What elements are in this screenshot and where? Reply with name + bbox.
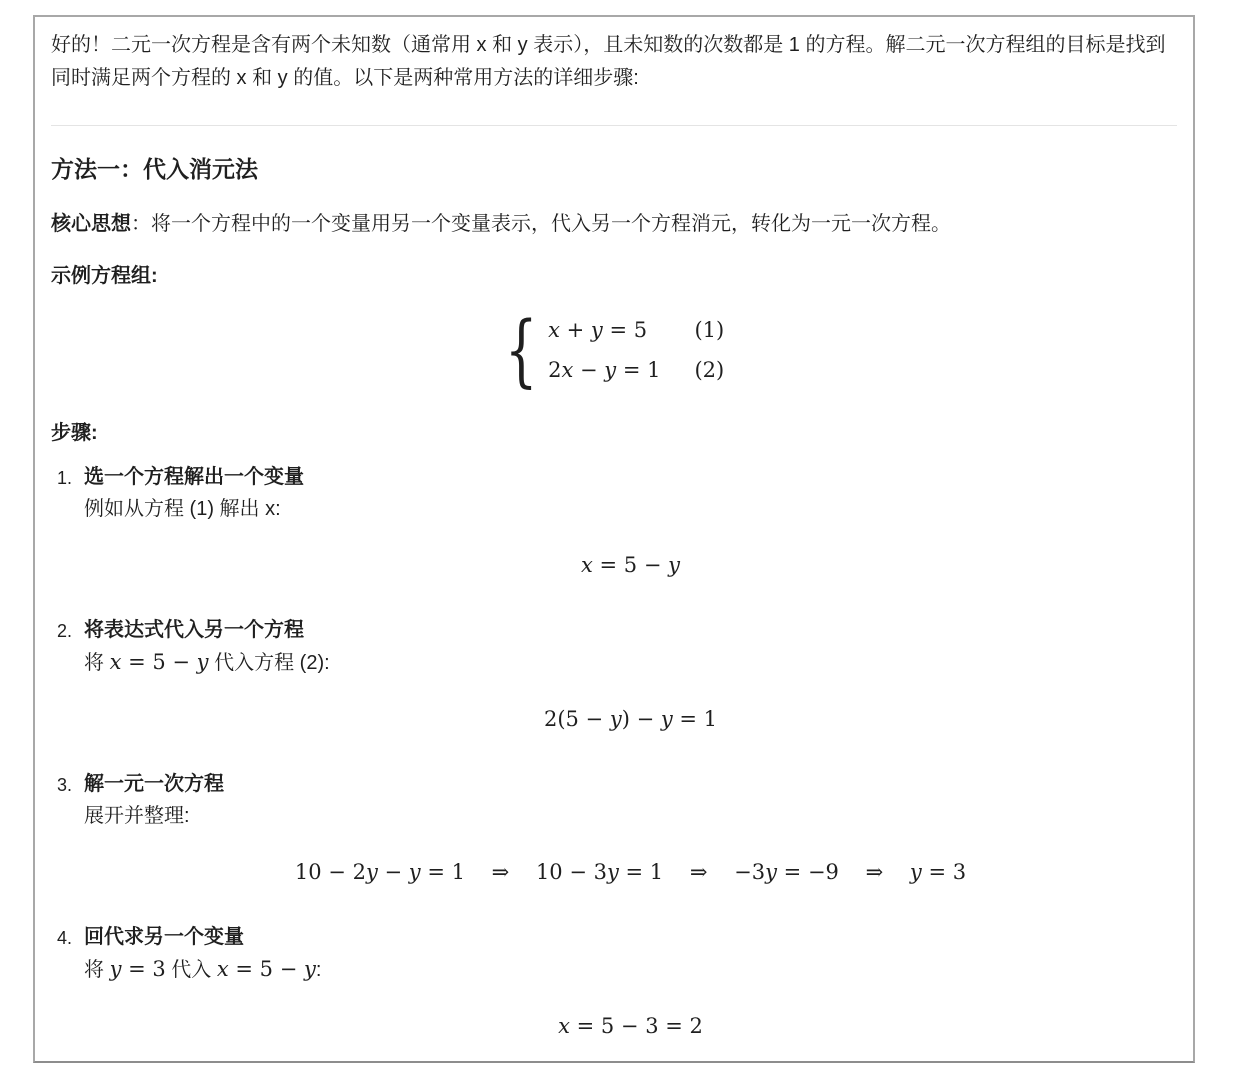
step-2-desc-post: 代入方程 (2): [208, 652, 330, 674]
message-content-box [33, 15, 1195, 1063]
core-idea-colon: ： [131, 213, 151, 235]
step-3-number: 3. [57, 775, 73, 795]
step-2-math: 2(5 − y) − y = 1 [543, 707, 718, 731]
steps-label: 步骤: [51, 422, 98, 444]
step-1-title: 选一个方程解出一个变量 [84, 466, 304, 488]
equation-system-block [51, 304, 1177, 396]
step-1-math: x = 5 − y [581, 553, 680, 577]
step-4-inline-math-2: x = 5 − y [216, 957, 316, 981]
step-4-desc-mid: 代入 [165, 959, 217, 981]
example-system-label: 示例方程组: [51, 265, 158, 287]
step-4-math: x = 5 − 3 = 2 [558, 1014, 703, 1038]
step-4-desc-post: : [315, 959, 322, 981]
section-divider [51, 125, 1177, 126]
steps-list [51, 461, 1177, 1041]
equation-2: 2x − y = 1 [548, 358, 661, 382]
step-3-math: 10 − 2y − y = 1 ⇒ 10 − 3y = 1 ⇒ −3y = −9 ⇒ y = 3 [294, 860, 967, 884]
step-3-body [84, 768, 1177, 921]
step-4-desc-pre: 将 [84, 959, 110, 981]
equation-grid [548, 314, 724, 387]
step-4-body [84, 921, 1177, 1041]
core-idea-text: 将一个方程中的一个变量用另一个变量表示，代入另一个方程消元，转化为一元一次方程。 [151, 213, 951, 235]
step-4-number: 4. [57, 928, 73, 948]
step-3-title: 解一元一次方程 [84, 773, 224, 795]
cases-equations [504, 304, 725, 396]
step-3-description: 展开并整理: [84, 805, 190, 827]
step-2-desc-pre: 将 [84, 652, 110, 674]
list-item-step-1 [57, 461, 1177, 614]
step-2-title: 将表达式代入另一个方程 [84, 619, 304, 641]
list-item-step-4 [57, 921, 1177, 1041]
list-item-step-2 [57, 614, 1177, 768]
step-4-description [84, 953, 1177, 986]
equation-1-tag: (1) [694, 318, 725, 342]
equation-2-tag: (2) [694, 358, 725, 382]
step-1-description: 例如从方程 (1) 解出 x: [84, 498, 281, 520]
step-2-number: 2. [57, 621, 73, 641]
left-brace-glyph: { [504, 304, 538, 396]
equation-1: x + y = 5 [548, 318, 648, 342]
step-1-number: 1. [57, 468, 73, 488]
core-idea-label: 核心思想 [51, 213, 131, 235]
step-2-body [84, 614, 1177, 768]
step-4-inline-math-1: y = 3 [109, 957, 166, 981]
intro-paragraph: 好的！二元一次方程是含有两个未知数（通常用 x 和 y 表示），且未知数的次数都是 1 的方程。解二元一次方程组的目标是找到同时满足两个方程的 x 和 y 的值。以下是两种常用方法的详细步骤: [51, 34, 1166, 89]
step-4-title: 回代求另一个变量 [84, 926, 244, 948]
section-heading: 方法一：代入消元法 [51, 156, 258, 182]
step-2-inline-math: x = 5 − y [109, 650, 209, 674]
step-2-description [84, 646, 1177, 679]
core-idea-paragraph [51, 208, 1177, 240]
list-item-step-3 [57, 768, 1177, 921]
step-1-body [84, 461, 1177, 614]
